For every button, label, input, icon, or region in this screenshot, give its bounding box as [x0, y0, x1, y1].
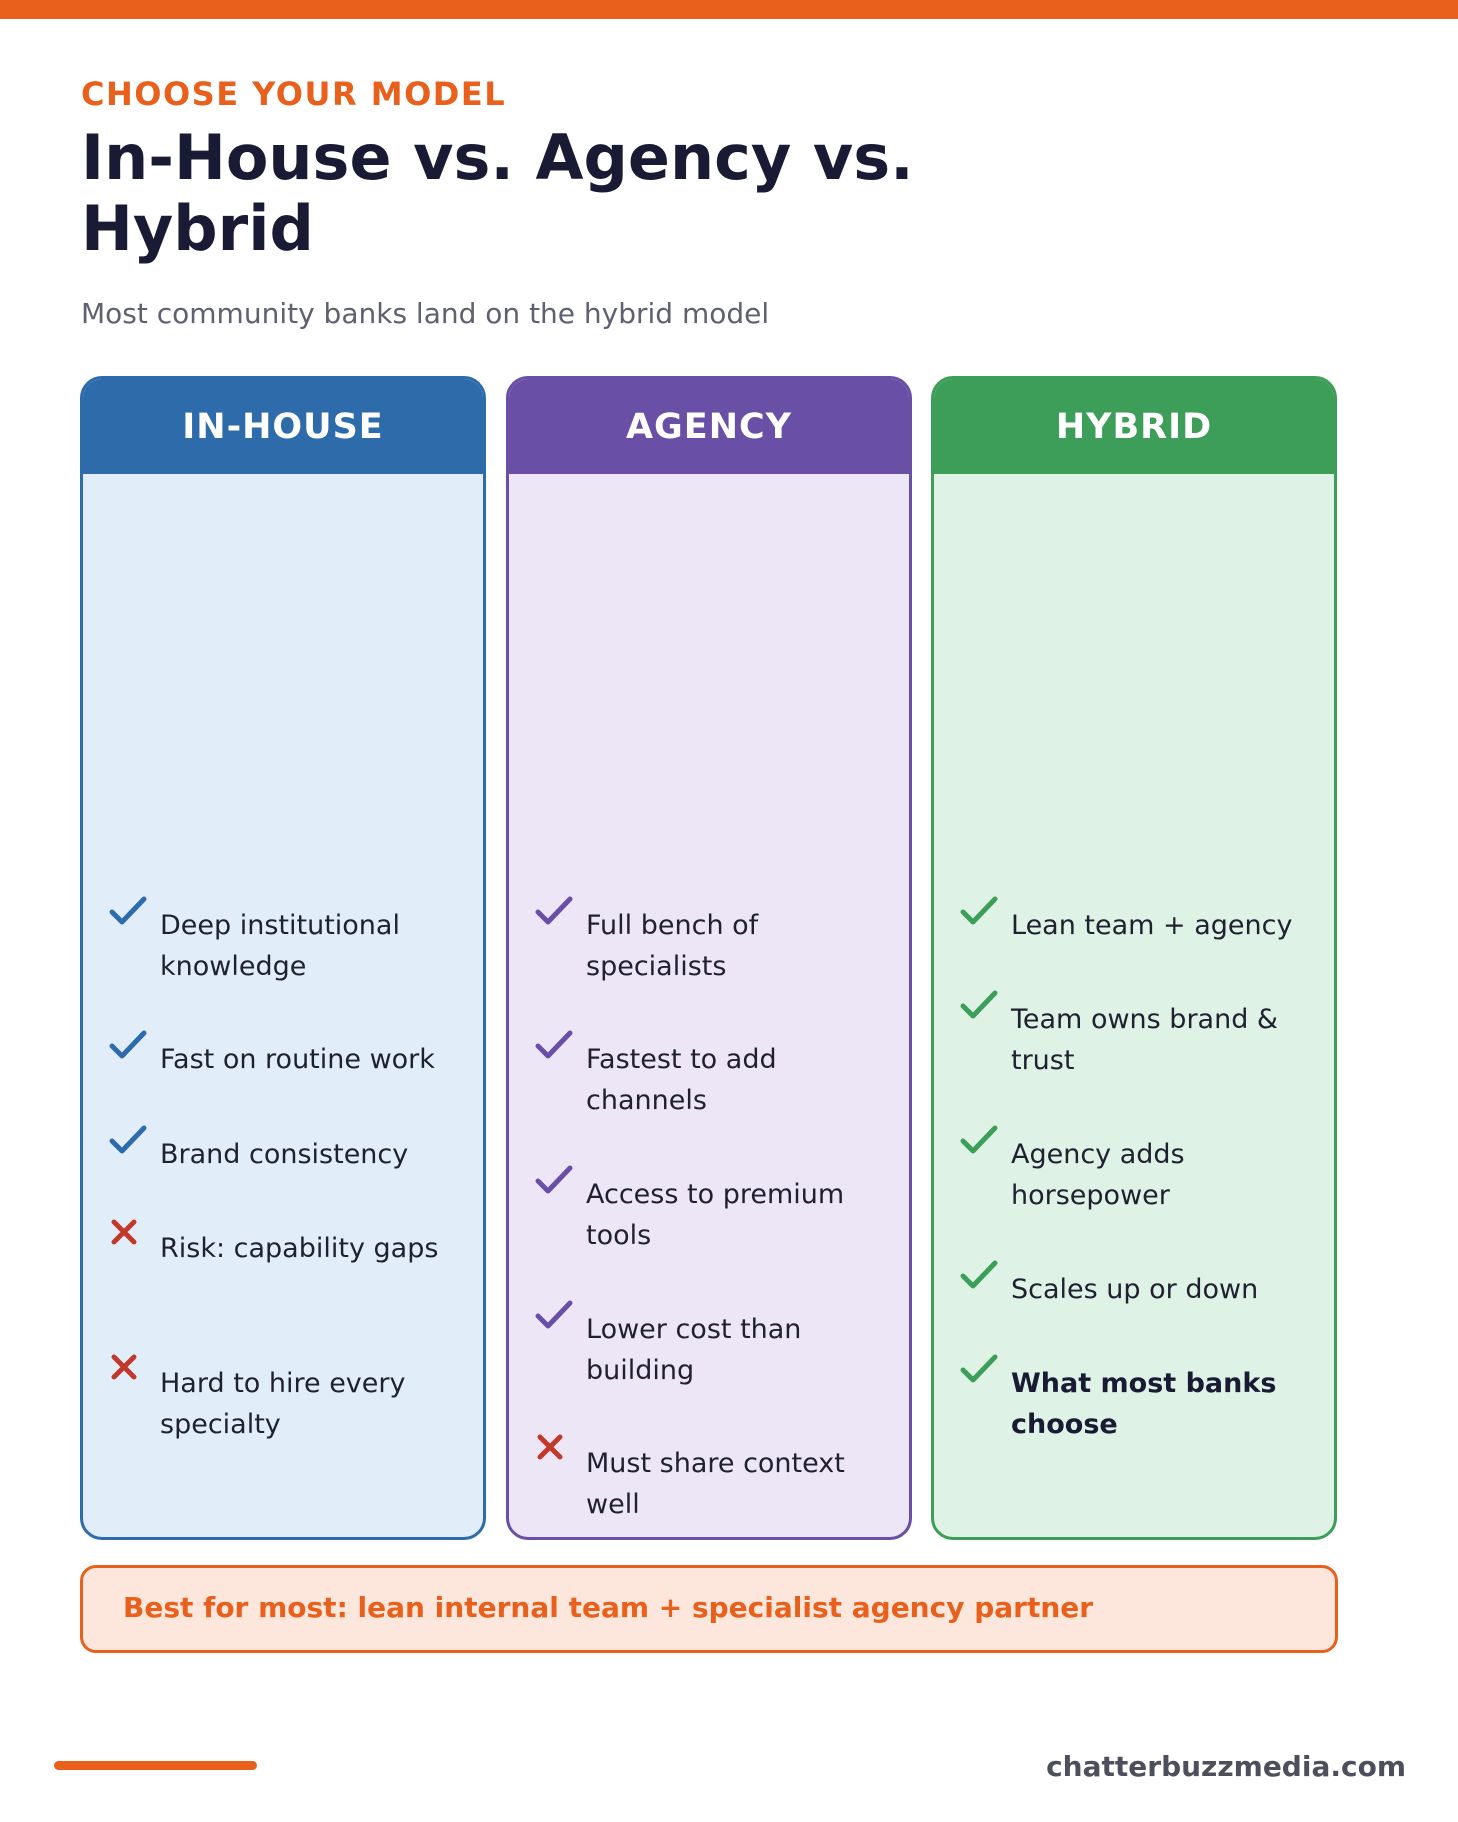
check-icon — [959, 891, 999, 931]
footer-domain: chatterbuzzmedia.com — [1046, 1750, 1406, 1783]
footer-accent-line — [54, 1761, 257, 1770]
check-icon — [534, 1025, 574, 1065]
list-item-label: Lean team + agency — [1011, 910, 1293, 941]
list-item-label: Fast on routine work — [160, 1044, 435, 1075]
column-agency — [506, 376, 912, 1540]
column-in-house — [80, 376, 486, 1540]
page-subtitle: Most community banks land on the hybrid model — [81, 297, 770, 330]
check-icon — [534, 1160, 574, 1200]
list-item-label: Agency adds horsepower — [1011, 1139, 1185, 1211]
check-icon — [534, 1295, 574, 1335]
column-header: HYBRID — [934, 379, 1334, 474]
check-icon — [959, 985, 999, 1025]
list-item-label: Hard to hire every specialty — [160, 1368, 406, 1440]
x-icon — [108, 1349, 148, 1389]
list-item-label: What most banks choose — [1011, 1368, 1277, 1440]
column-header: IN-HOUSE — [83, 379, 483, 474]
callout-text: Best for most: lean internal team + specialist agency partner — [123, 1591, 1094, 1624]
x-icon — [534, 1429, 574, 1469]
list-item-label: Deep institutional knowledge — [160, 910, 400, 982]
check-icon — [959, 1255, 999, 1295]
column-hybrid — [931, 376, 1337, 1540]
check-icon — [534, 891, 574, 931]
check-icon — [959, 1349, 999, 1389]
list-item-label: Lower cost than building — [586, 1314, 802, 1386]
top-accent-bar — [0, 0, 1458, 19]
list-item-label: Risk: capability gaps — [160, 1233, 439, 1264]
kicker: CHOOSE YOUR MODEL — [81, 75, 507, 113]
list-item-label: Must share context well — [586, 1448, 845, 1520]
x-icon — [108, 1214, 148, 1254]
column-header: AGENCY — [509, 379, 909, 474]
list-item-label: Team owns brand & trust — [1011, 1004, 1278, 1076]
check-icon — [959, 1120, 999, 1160]
page-title: In-House vs. Agency vs. Hybrid — [81, 121, 914, 265]
list-item-label: Fastest to add channels — [586, 1044, 777, 1116]
check-icon — [108, 891, 148, 931]
callout-box — [80, 1565, 1338, 1653]
list-item-label: Brand consistency — [160, 1139, 409, 1170]
list-item-label: Access to premium tools — [586, 1179, 845, 1251]
list-item-label: Scales up or down — [1011, 1274, 1259, 1305]
list-item-label: Full bench of specialists — [586, 910, 759, 982]
check-icon — [108, 1025, 148, 1065]
check-icon — [108, 1120, 148, 1160]
